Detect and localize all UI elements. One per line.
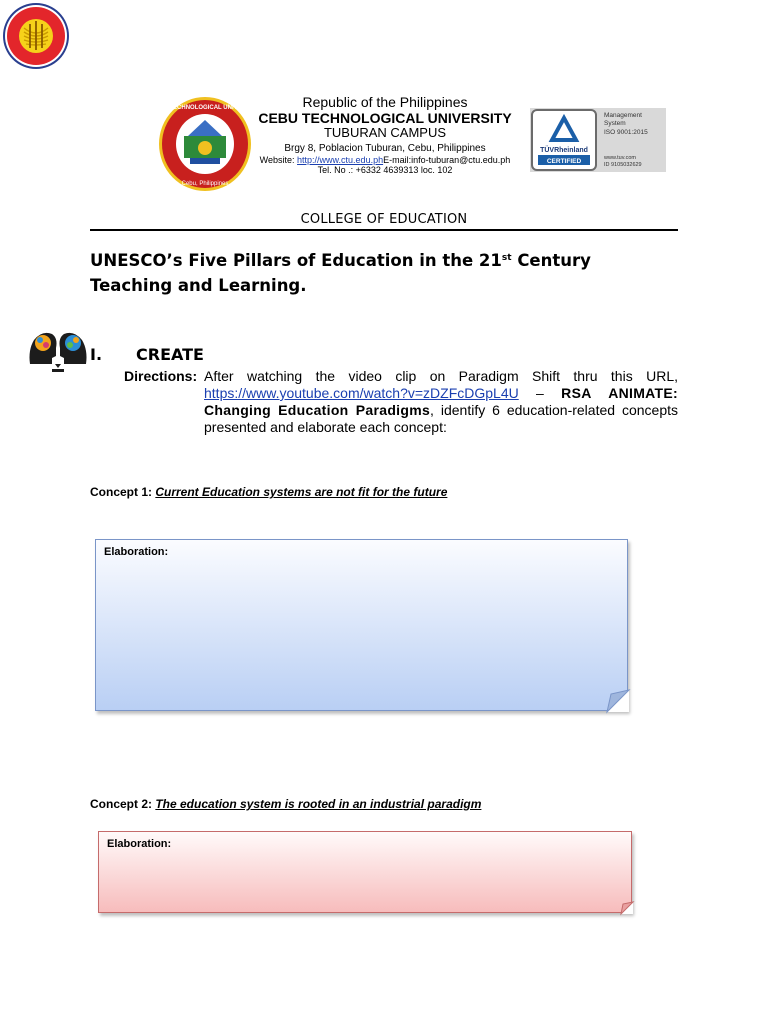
title-line2: Teaching and Learning. bbox=[90, 276, 307, 295]
website-link[interactable]: http://www.ctu.edu.ph bbox=[297, 154, 384, 165]
tuv-system: Management bbox=[604, 112, 642, 119]
title-superscript: st bbox=[501, 253, 512, 263]
tuv-id: ID 9105032629 bbox=[604, 162, 642, 168]
elaboration-label: Elaboration: bbox=[104, 546, 169, 558]
svg-text:System: System bbox=[604, 120, 626, 127]
video-link[interactable]: https://www.youtube.com/watch?v=zDZFcDGpL4U bbox=[204, 385, 519, 401]
thinking-heads-icon bbox=[26, 326, 90, 372]
seal-text-bottom: Cebu, Philippines bbox=[181, 181, 229, 187]
email: E-mail:info-tuburan@ctu.edu.ph bbox=[383, 154, 511, 165]
concept-label: Concept 1: bbox=[90, 485, 156, 499]
contact-line bbox=[240, 155, 530, 165]
section-number: I. bbox=[90, 345, 103, 364]
concept-title: Current Education systems are not fit for the future bbox=[155, 485, 448, 499]
concept-title: The education system is rooted in an industrial paradigm bbox=[155, 797, 482, 811]
tuv-site: www.tuv.com bbox=[604, 155, 636, 161]
dash: – bbox=[518, 385, 562, 401]
website-label: Website: bbox=[259, 154, 298, 165]
elaboration-label: Elaboration: bbox=[107, 838, 172, 850]
university-seal-logo bbox=[150, 96, 260, 192]
tuv-brand: TÜVRheinland bbox=[540, 147, 588, 154]
country-line: Republic of the Philippines bbox=[302, 94, 468, 110]
document-title bbox=[90, 248, 690, 298]
elaboration-box-1[interactable] bbox=[95, 539, 628, 711]
folded-corner-icon bbox=[621, 902, 633, 914]
letterhead bbox=[240, 94, 530, 175]
title-part1: UNESCO’s Five Pillars of Education in the 21 bbox=[90, 251, 502, 270]
concept-1-heading bbox=[90, 485, 447, 499]
elaboration-box-2[interactable] bbox=[98, 831, 632, 913]
university-name: CEBU TECHNOLOGICAL UNIVERSITY bbox=[258, 110, 512, 127]
title-part2: Century bbox=[511, 251, 591, 270]
asean-emblem-logo bbox=[2, 2, 70, 70]
college-heading: COLLEGE OF EDUCATION bbox=[300, 212, 468, 227]
directions-intro: After watching the video clip on Paradigm Shift thru this URL, bbox=[204, 368, 678, 384]
directions-text bbox=[204, 368, 678, 436]
header-divider bbox=[90, 229, 678, 231]
tuv-badge: CERTIFIED bbox=[546, 158, 582, 165]
tuv-standard: ISO 9001:2015 bbox=[604, 129, 648, 136]
concept-2-heading bbox=[90, 797, 481, 811]
tuv-certification-logo bbox=[530, 108, 666, 172]
video-title: RSA ANIMATE: Changing Education Paradigms bbox=[204, 385, 678, 418]
directions-label: Directions: bbox=[124, 368, 198, 384]
folded-corner-icon bbox=[607, 690, 629, 712]
campus-name: TUBURAN CAMPUS bbox=[323, 125, 447, 141]
directions-instruction: , identify 6 education-related concepts presented and elaborate each concept: bbox=[204, 402, 678, 435]
section-title: CREATE bbox=[136, 345, 204, 364]
address: Brgy 8, Poblacion Tuburan, Cebu, Philippines bbox=[284, 143, 486, 155]
telephone: Tel. No .: +6332 4639313 loc. 102 bbox=[317, 164, 453, 175]
concept-label: Concept 2: bbox=[90, 797, 156, 811]
seal-text-top: CEBU TECHNOLOGICAL UNIVERSITY bbox=[150, 105, 260, 111]
